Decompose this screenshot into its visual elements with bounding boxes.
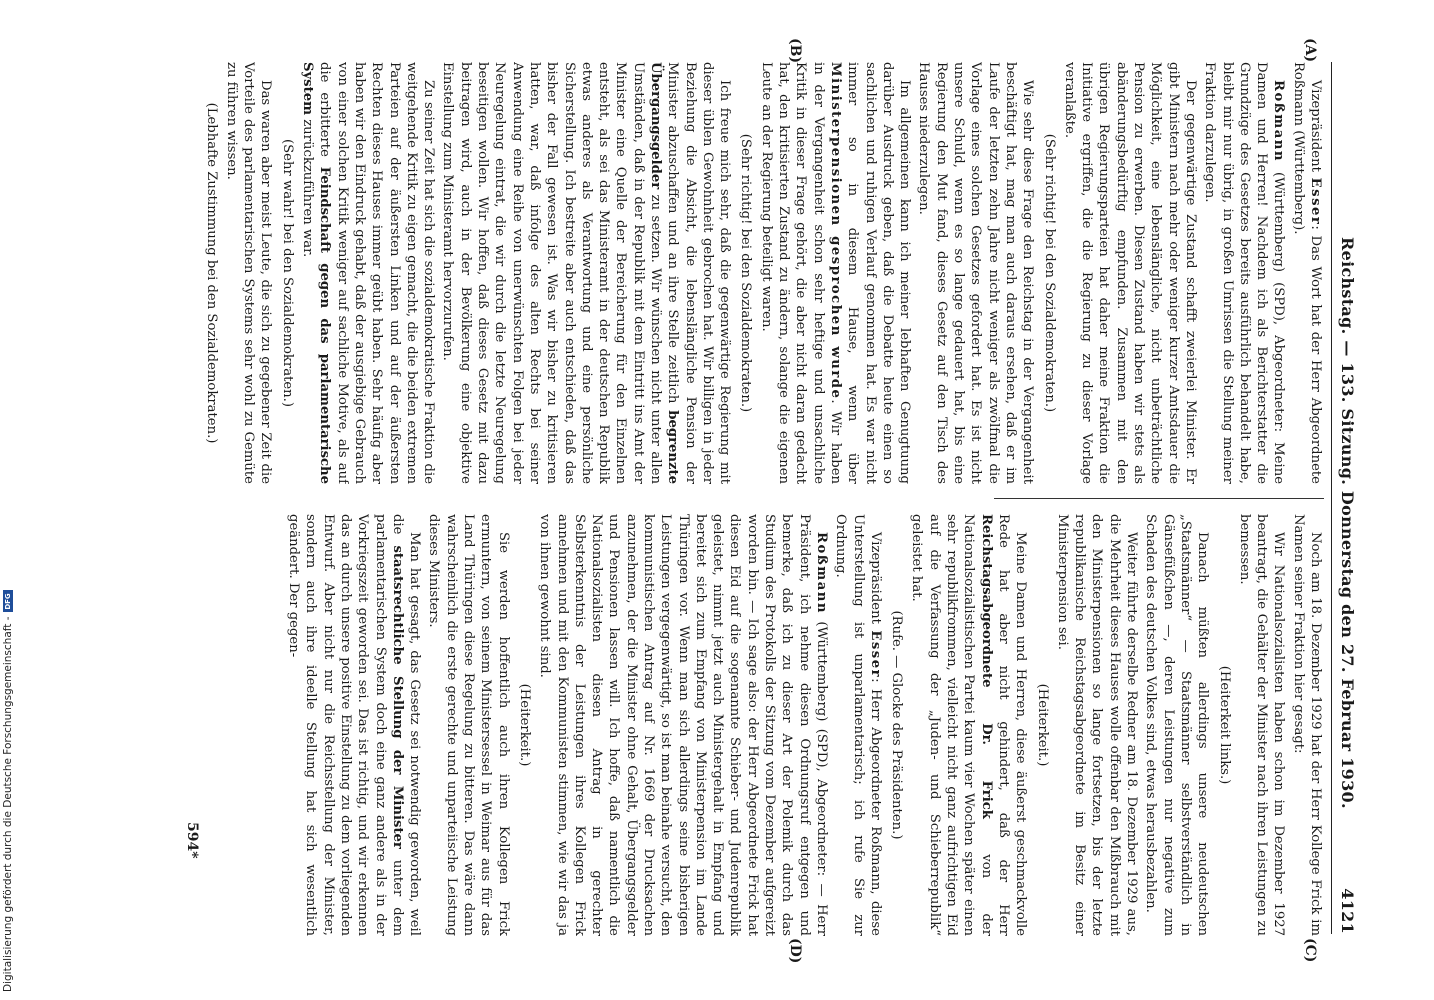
quotation: Wir Nationalsozialisten haben schon im Dezember 1927 beantragt, die Gehälter der Minister nach ihren Leistungen zu bemessen. xyxy=(1236,514,1287,936)
right-column xyxy=(129,514,1324,936)
paragraph xyxy=(439,62,733,484)
text-run: Im allgemeinen kann ich meiner lebhaften Genugtuung darüber Ausdruck geben, daß die Debatte heute einen so sachlichen und ruhigen Verlauf genommen hat. Es war nicht immer so in diesem Hause, wenn über xyxy=(845,62,913,484)
paragraph: Der gegenwärtige Zustand schafft zweierlei Minister. Er gibt Ministern nach mehr oder weniger kurzer Amtsdauer die Möglichkeit, eine lebenslängliche, nicht unbeträchtliche Pension zu erwerben. Diesen Zustand haben wir stets als abänderungsbedürftig empfunden. Zusammen mit den übrigen Regierungsparteien hat daher meine Fraktion die Initiative ergriffen, die die Regierung zu dieser Vorlage veranlaßte. xyxy=(1061,62,1198,484)
text-run: von der Nationalsozialistischen Partei kaum vier Wochen später einen sehr republikfrommen, vielleicht nicht ganz aufrichtigen Eid auf die Verfassung der „Juden- und Schieberrepublik“ geleistet hat. xyxy=(909,514,994,936)
paragraph xyxy=(832,514,884,936)
paragraph: Sie werden hoffentlich auch ihren Kollegen Frick ermuntern, von seinem Ministersessel in Weimar aus für das Land Thüringen diese Regelung zu bitteren. Das wäre dann wahrscheinlich die erste gerechte und unparteiische Leistung dieses Ministers. xyxy=(426,514,511,936)
interjection: (Sehr richtig! bei den Sozialdemokraten.) xyxy=(1041,133,1057,413)
left-column xyxy=(129,62,1324,484)
speaker-name: Esser xyxy=(1308,177,1323,226)
emphasis: Reichstagsabgeordnete Dr. Frick xyxy=(978,514,994,819)
text-run: zu setzen. Wir wünschen nicht unter allen Umständen, daß in der Republik mit dem Eintritt ins Amt der Minister eine Quelle der Bereicherung für den Einzelnen entsteht, als sei das Ministeramt in der deutschen Republik etwas anderes als Verantwortung und eine persönliche Sicherstellung. Ich bestreite aber auch entschieden, daß das bisher der Fall gewesen ist. Was wir bisher zu kritisieren hatten, war, daß infolge des alten Rechts bei seiner Anwendung eine Reihe von unerwünschten Folgen bei jeder Neuregelung eintrat, die wir durch die letzte Neuregelung beseitigen wollen. Wir hoffen, daß dieses Gesetz mit dazu beitragen wird, auch in der Bevölkerung eine objektive Einstellung zum Ministeramt hervorzurufen. xyxy=(440,62,664,484)
interjection: (Heiterkeit.) xyxy=(1034,683,1050,767)
emphasis: staatsrechtliche Stellung der Minister xyxy=(389,545,405,849)
signature-mark: 594* xyxy=(184,822,200,859)
paragraph xyxy=(908,514,1029,936)
margin-marker-c: (C) xyxy=(1302,938,1318,963)
emphasis: Ministerpensionen gesprochen wurde xyxy=(827,62,843,400)
text-run: Zu seiner Zeit hat sich die sozialdemokratische Fraktion die weitgehende Kritik zu eigen gemacht, die die beiden extremen Parteien auf der äußersten Linken und auf der äußersten Rechten dieses Hauses immer geübt haben. Sehr häufig aber haben wir den Eindruck gehabt, daß der ausgiebige Gebrauch von einer solchen Kritik weniger auf sachliche Motive, als auf die erbitterte xyxy=(317,62,437,484)
header-title: Reichstag. — 133. Sitzung. Donnerstag den 27. Februar 1930. xyxy=(1338,237,1357,809)
paragraph: Weiter führte derselbe Redner am 18. Dezember 1929 aus, die Mehrheit dieses Hauses wolle offenbar den Mißbrauch mit den Ministerpensionen so lange fortsetzen, bis der letzte republikanische Reichstagsabgeordnete im Besitz einer Ministerpension sei. xyxy=(1054,514,1140,936)
margin-marker-d: (D) xyxy=(787,938,803,964)
paragraph: Wie sehr diese Frage den Reichstag in der Vergangenheit beschäftigt hat, mag man auch daraus ersehen, daß er im Laufe der letzten zehn Jahre nicht weniger als zwölfmal die Vorlage eines solchen Gesetzes gefordert hat. Es ist nicht unsere Schuld, wenn es so lange gedauert hat, bis eine Regierung den Mut fand, dieses Gesetz auf den Tisch des Hauses niederzulegen. xyxy=(916,62,1036,484)
text-run: Meine Damen und Herren, diese äußerst geschmackvolle Rede hat aber nicht gehindert, daß der Herr xyxy=(995,514,1029,936)
interjection: (Lebhafte Zustimmung bei den Sozialdemokraten.) xyxy=(203,102,219,444)
column-divider xyxy=(994,498,1324,499)
interjection: (Heiterkeit links.) xyxy=(1216,665,1232,785)
margin-marker-b: (B) xyxy=(787,38,803,64)
speaker-name: Roßmann xyxy=(1271,80,1287,162)
text-run: zurückzuführen war. xyxy=(300,115,316,258)
margin-marker-a: (A) xyxy=(1302,38,1318,63)
paragraph xyxy=(758,62,914,484)
text-run: (Württemberg) (SPD), Abgeordneter: Meine Damen und Herren! Nachdem ich als Berichterstatter die Grundzüge des Gesetzes bereits ausführlich behandelt habe, bleibt mir nur übrig, in großen Umrissen die Stellung meiner Fraktion darzulegen. xyxy=(1202,62,1287,484)
text-run: (Württemberg) (SPD), Abgeordneter: — Herr Präsident, ich nehme diesen Ordnungsruf entgegen und bemerke, daß ich zu dieser Art der Polemik durch das Studium des Protokolls der Sitzung vom Dezember aufgereizt worden bin. — Ich sage also: der Herr Abgeordnete Frick hat diesen Eid auf die sogenannte Schieber- und Judenrepublik geleistet, nimmt jetzt auch Ministergehalt in Empfang und bereitet sich zum Empfang von Ministerpension im Lande Thüringen vor. Wenn man sich allerdings seine bisherigen Leistungen vergegenwärtigt, so ist man beinahe versucht, den kommunistischen Antrag auf Nr. 1669 der Drucksachen anzunehmen, der die Minister ohne Gehalt, Übergangsgelder und Pensionen lassen will. Ich hoffe, daß namentlich die Nationalsozialisten diesen Antrag in gerechter Selbsterkenntnis der Leistungen ihres Kollegen Frick annehmen und mit den Kommunisten stimmen, wie wir das ja von ihnen gewohnt sind. xyxy=(537,514,829,936)
interjection: (Sehr wahr! bei den Sozialdemokraten.) xyxy=(279,139,295,407)
paragraph: Das waren aber meist Leute, die sich zu gegebener Zeit die Vorteile des parlamentarischen Systems sehr wohl zu Gemüte zu führen wissen. xyxy=(223,62,274,484)
credit-text: Digitalisierung gefördert durch die Deutsche Forschungsgemeinschaft - xyxy=(2,616,14,992)
text-run: Ich freue mich sehr, daß die gegenwärtige Regierung mit dieser üblen Gewohnheit gebrochen hat. Wir billigen in jeder Beziehung die Absicht, die lebenslängliche Pension der Minister abzuschaffen und an ihre Stelle zeitlich xyxy=(665,62,733,484)
text-run: unter dem parlamentarischen System doch eine ganz andere als in der Vorkriegszeit geworden sei. Das ist richtig, und wir erkennen das an durch unsere positive Einstellung zu dem vorliegenden Entwurf. Aber nicht nur die Reichsstellung der Minister, sondern auch ihre ideelle Stellung hat sich wesentlich geändert. Der gegen- xyxy=(286,514,405,936)
emphasis: begrenzte Übergangsgelder xyxy=(648,62,681,484)
page-number: 4121 xyxy=(1338,888,1357,934)
text-run: Vizepräsident xyxy=(867,532,883,631)
text-run: : Herr Abgeordneter Roßmann, diese Unterstellung ist unparlamentarisch; ich rufe Sie zur Ordnung. xyxy=(833,514,883,936)
paragraph xyxy=(299,62,437,484)
paragraph xyxy=(536,514,830,936)
speaker-name: Esser xyxy=(867,630,883,679)
interjection: (Rufe. — Glocke des Präsidenten.) xyxy=(889,610,905,840)
running-header xyxy=(1331,62,1358,934)
text-run: Vizepräsident xyxy=(1308,80,1323,178)
text-run: : Das Wort hat der Herr Abgeordnete Roßmann (Württemberg). xyxy=(1290,62,1323,484)
text-run: . Wir haben in der Vergangenheit schon sehr heftige und unsachliche Kritik in dieser Frage gehört, die aber nicht daran gedacht hat, den kritisierten Zustand zu ändern, solange die eigenen Leute an der Regierung beteiligt waren. xyxy=(758,62,843,484)
speaker-name: Roßmann xyxy=(813,532,829,614)
emphasis: Feindschaft gegen das parlamentarische System xyxy=(300,62,333,484)
text-run: Man hat gesagt, das Gesetz sei notwendig geworden, weil die xyxy=(389,514,423,936)
interjection: (Sehr richtig! bei den Sozialdemokraten.) xyxy=(738,133,754,413)
paragraph xyxy=(1201,62,1287,484)
digitization-credit xyxy=(2,590,14,992)
paragraph xyxy=(1289,62,1324,484)
interjection: (Heiterkeit.) xyxy=(516,683,532,767)
paragraph: Noch am 18. Dezember 1929 hat der Herr Kollege Frick im Namen seiner Fraktion hier gesagt: xyxy=(1290,514,1323,936)
rotated-document-page xyxy=(126,38,1358,964)
quotation: Danach müßten allerdings unsere neudeutschen „Staatsmänner“ — Staatsmänner selbstverständlich in Gänsefüßchen —, deren Leistungen nur negative zum Schaden des deutschen Volkes sind, etwas herausbezahlen. xyxy=(1143,514,1211,936)
dfg-logo-icon: DFG xyxy=(3,590,13,612)
paragraph xyxy=(285,514,423,936)
